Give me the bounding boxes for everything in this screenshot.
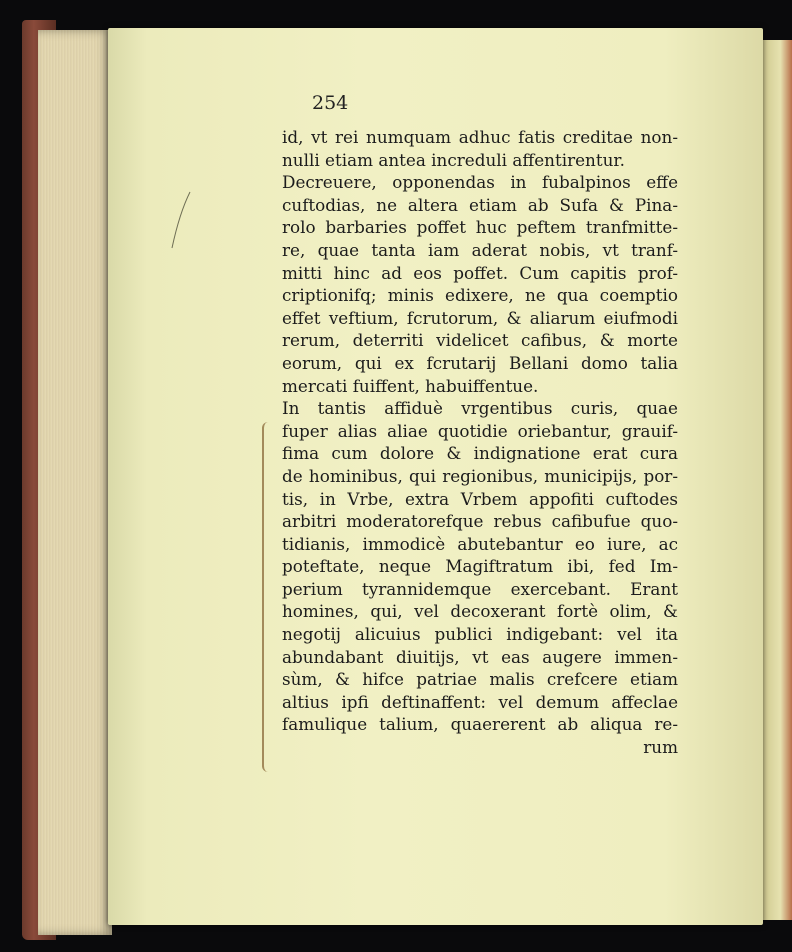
- text-line: fuper alias aliae quotidie oriebantur, grauif-: [282, 420, 678, 441]
- text-line: altius ipfi deftinaffent: vel demum affeclae: [282, 691, 678, 712]
- text-line: criptionifq; minis edixere, ne qua coemptio: [282, 285, 678, 306]
- text-line: arbitri moderatorefque rebus cafibufue quo-: [282, 511, 678, 532]
- text-line: mercati fuiffent, habuiffentue.: [282, 375, 539, 396]
- text-line: rolo barbaries poffet huc peftem tranfmitte-: [282, 217, 678, 238]
- text-line: id, vt rei numquam adhuc fatis creditae non-: [282, 127, 678, 147]
- text-line: cuftodias, ne altera etiam ab Sufa & Pina-: [282, 194, 678, 215]
- text-line: effet veftium, fcrutorum, & aliarum eiufmodi: [282, 307, 678, 328]
- text-line: fima cum dolore & indignatione erat cura: [282, 443, 678, 464]
- text-line: Decreuere, opponendas in fubalpinos effe: [282, 172, 678, 193]
- text-line: In tantis affiduè vrgentibus curis, quae: [282, 398, 678, 419]
- facing-page-edge: [763, 40, 792, 920]
- text-line: negotij alicuius publici indigebant: vel ita: [282, 624, 678, 645]
- text-line: homines, qui, vel decoxerant fortè olim, &: [282, 601, 678, 622]
- text-line: mitti hinc ad eos poffet. Cum capitis prof-: [282, 262, 678, 283]
- text-line: famulique talium, quaererent ab aliqua re-: [282, 714, 678, 735]
- catchword: rum: [643, 737, 678, 758]
- text-line: rerum, deterriti videlicet cafibus, & morte: [282, 330, 678, 351]
- body-text: [282, 126, 678, 759]
- text-line: re, quae tanta iam aderat nobis, vt tranf-: [282, 239, 678, 260]
- margin-bracket: [262, 422, 274, 772]
- text-line: eorum, qui ex fcrutarij Bellani domo talia: [282, 352, 678, 373]
- text-line: nulli etiam antea increduli affentirentur.: [282, 149, 625, 170]
- pencil-mark: [170, 190, 192, 250]
- text-line: tidianis, immodicè abutebantur eo iure, ac: [282, 533, 678, 554]
- text-line: tis, in Vrbe, extra Vrbem appofiti cuftodes: [282, 488, 678, 509]
- page-edges: [38, 30, 112, 935]
- text-line: perium tyrannidemque exercebant. Erant: [282, 578, 678, 599]
- text-line: poteftate, neque Magiftratum ibi, fed Im-: [282, 556, 678, 577]
- page-number: 254: [312, 92, 349, 114]
- text-line: abundabant diuitijs, vt eas augere immen-: [282, 646, 678, 667]
- text-line: de hominibus, qui regionibus, municipijs, por-: [282, 465, 678, 486]
- text-line: sùm, & hifce patriae malis crefcere etiam: [282, 669, 678, 690]
